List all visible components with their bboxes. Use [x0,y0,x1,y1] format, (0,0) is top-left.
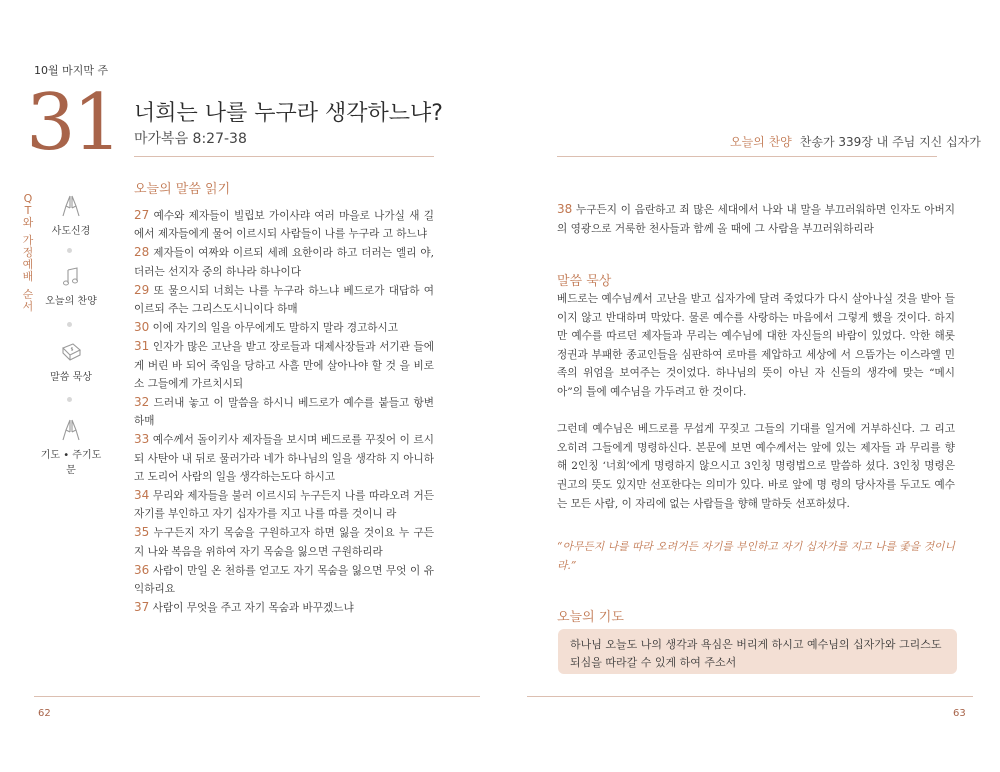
page-title: 너희는 나를 누구라 생각하느냐? [134,101,443,126]
header-divider-right [557,156,937,157]
sidebar-item-label: 사도신경 [51,226,91,237]
sidebar-dot [67,397,72,402]
sidebar-item-prayer [36,418,106,476]
vertical-section-label: Q T 와 가 정 예 배 순 서 [22,192,34,313]
page-number-left: 62 [38,708,51,719]
sidebar-item-label: 기도 • 주기도문 [40,450,102,476]
verse-continued: 38 누구든지 이 음란하고 죄 많은 세대에서 나와 내 말을 부끄러워하면 인자도 아버지의 영광으로 거룩한 천사들과 함께 올 때에 그 사람을 부끄러워하리라 [557,202,956,235]
hymn-text: 찬송가 339장 내 주님 지신 십자가 [799,135,981,149]
verse: 28 제자들이 여짜와 이르되 세례 요한이라 하고 더러는 엘리 야, 더러는 선지자 중의 하나라 하나이다 [134,245,434,278]
hymn-line [730,133,981,150]
verse: 35 누구든지 자기 목숨을 구원하고자 하면 잃을 것이요 누 구든지 나와 복음을 위하여 자기 목숨을 잃으면 구원하리라 [134,525,435,558]
verse: 34 무리와 제자들을 불러 이르시되 누구든지 나를 따라오려 거든 자기를 부인하고 자기 십자가를 지고 나를 따를 것이니 라 [134,488,434,521]
footer-divider-right [527,696,973,697]
verse: 37 사람이 무엇을 주고 자기 목숨과 바꾸겠느냐 [134,600,354,615]
verse: 36 사람이 만일 온 천하를 얻고도 자기 목숨을 잃으면 무엇 이 유익하리요 [134,562,434,596]
reading-title: 오늘의 말씀 읽기 [134,182,231,197]
meditation-paragraph: 베드로는 예수님께서 고난을 받고 십자가에 달려 죽었다가 다시 살아나실 것을 받아 들이지 않고 반대하며 막았다. 물론 예수를 사랑하는 마음에서 그렇게 했을 것이다. 하지만 예수를 따르던 제자들과 무리는 예수님에 대한 자신들의 바람이 있었다. 악한 해롯 정권과 부패한 종교인들을 심판하여 로마를 제압하고 세상에 서 으뜸가는 이스라엘 민족의 위엄을 보여주는 것이었다. 하나님의 뜻이 아닌 자 신들의 생각에 맞는 “메시아”의 틀에 예수님을 가두려고 한 것이다. [557,293,955,398]
sidebar-item-label: 말씀 묵상 [50,372,92,383]
sidebar-item-meditation [36,342,106,383]
week-label: 10월 마지막 주 [34,64,109,77]
verse: 32 드러내 놓고 이 말씀을 하시니 베드로가 예수를 붙들고 항변하매 [134,395,435,428]
sidebar-item-hymn [36,266,106,307]
sidebar-dot [67,248,72,253]
praying-hands-icon [60,418,82,442]
sidebar-item-creed [36,194,106,237]
sidebar-dot [67,322,72,327]
verse: 33 예수께서 돌이키사 제자들을 보시며 베드로를 꾸짖어 이 르시되 사탄아 내 뒤로 물러가라 네가 하나님의 일을 생각하 지 아니하고 도리어 사람의 일을 생각하는도다 하시고 [134,432,434,483]
verse: 29 또 물으시되 너희는 나를 누구라 하느냐 베드로가 대답하 여 이르되 주는 그리스도시니이다 하매 [134,282,435,316]
prayer-text: 하나님 오늘도 나의 생각과 욕심은 버리게 하시고 예수님의 십자가와 그리스도 되심을 따라갈 수 있게 하여 주소서 [570,638,942,669]
bible-icon [59,342,83,364]
meditation-title: 말씀 묵상 [557,274,612,289]
meditation-paragraph: 그런데 예수님은 베드로를 무섭게 꾸짖고 그들의 기대를 일거에 거부하신다. 그 리고 오히려 그들에게 명령하신다. 본문에 보면 예수께서는 앞에 있는 제자들 과 무리를 향해 2인칭 ‘너희’에게 명령하지 않으시고 3인칭 명령법으로 말씀하 셨다. 3인칭 명령은 권고의 뜻도 있지만 선포한다는 의미가 있다. 바로 앞에 명 령의 당사자를 두고도 예수는 모든 사람, 이 자리에 없는 사람들을 향해 말하듯 선포하셨다. [557,423,955,510]
sidebar-item-label: 오늘의 찬양 [45,296,97,307]
meditation-body [557,290,955,532]
hymn-label: 오늘의 찬양 [730,135,792,149]
prayer-title: 오늘의 기도 [557,610,624,625]
verse: 30 이에 자기의 일을 아무에게도 말하지 말라 경고하시고 [134,320,398,335]
day-number: 31 [26,78,120,168]
verse-list [134,206,434,617]
meditation-quote: “아무든지 나를 따라 오려거든 자기를 부인하고 자기 십자가를 지고 나를 좇을 것이니라.” [557,540,955,572]
prayer-box [558,629,957,674]
footer-divider-left [34,696,480,697]
header-divider-left [134,156,434,157]
scripture-reference: 마가복음 8:27-38 [134,131,247,147]
verse: 31 인자가 많은 고난을 받고 장로들과 대제사장들과 서기관 들에게 버린 바 되어 죽임을 당하고 사흘 만에 살아나야 할 것 을 비로소 그들에게 가르치시되 [134,339,434,390]
praying-hands-icon [60,194,82,218]
page-number-right: 63 [953,708,966,719]
music-note-icon [60,266,82,288]
verse: 27 예수와 제자들이 빌립보 가이사랴 여러 마을로 나가실 새 길에서 제자들에게 물어 이르시되 사람들이 나를 누구라 고 하느냐 [134,208,435,241]
